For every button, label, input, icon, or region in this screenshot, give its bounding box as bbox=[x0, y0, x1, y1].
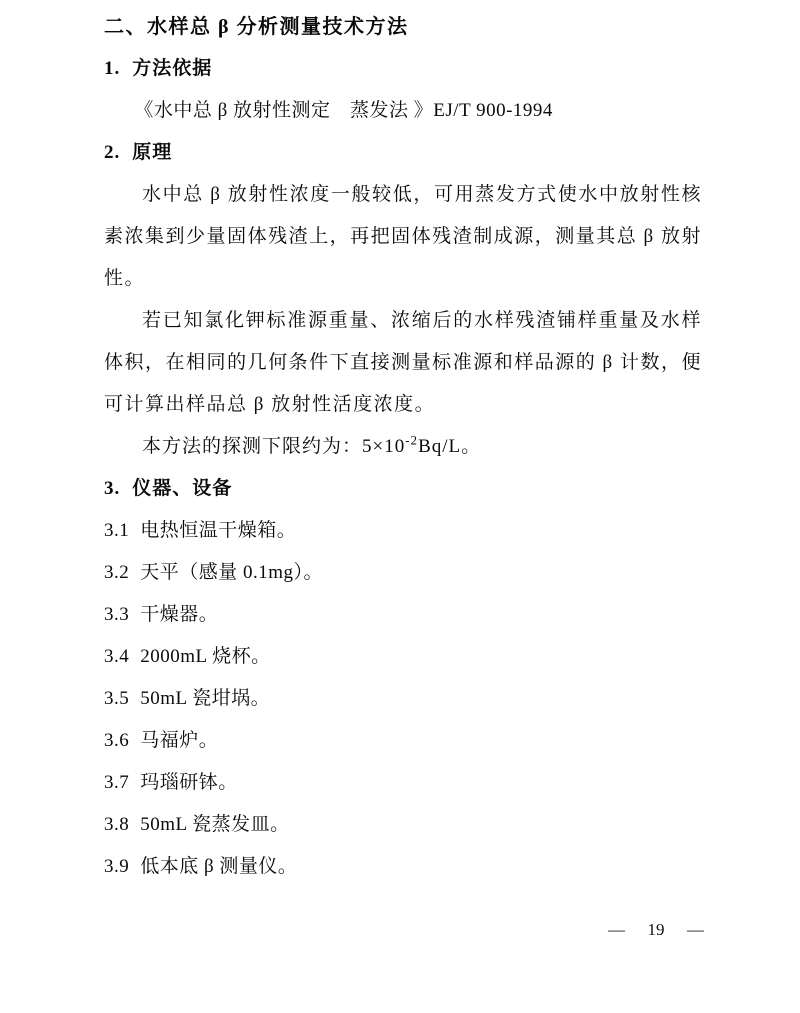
section-2-label: 原理 bbox=[132, 142, 173, 163]
detection-limit-suffix: Bq/L。 bbox=[418, 436, 482, 457]
equipment-item-text: 干燥器。 bbox=[140, 604, 219, 625]
section-1-heading bbox=[104, 48, 702, 90]
section-2-number: 2. bbox=[104, 142, 121, 163]
equipment-item bbox=[104, 804, 702, 846]
detection-limit-paragraph bbox=[104, 426, 702, 468]
equipment-item-number: 3.5 bbox=[104, 688, 130, 709]
section-3-heading bbox=[104, 468, 702, 510]
equipment-item-number: 3.2 bbox=[104, 562, 130, 583]
equipment-item bbox=[104, 636, 702, 678]
equipment-item-text: 玛瑙研钵。 bbox=[140, 772, 238, 793]
detection-limit-prefix: 本方法的探测下限约为：5×10 bbox=[142, 436, 406, 457]
principle-paragraph-2: 若已知氯化钾标准源重量、浓缩后的水样残渣铺样重量及水样体积，在相同的几何条件下直接测量标准源和样品源的 β 计数，便可计算出样品总 β 放射性活度浓度。 bbox=[104, 310, 702, 415]
section-2-heading bbox=[104, 132, 702, 174]
equipment-item-number: 3.9 bbox=[104, 856, 130, 877]
section-1-number: 1. bbox=[104, 58, 121, 79]
detection-limit-exponent: -2 bbox=[405, 432, 419, 448]
page-number: 19 bbox=[647, 920, 665, 939]
equipment-item bbox=[104, 510, 702, 552]
equipment-item-number: 3.6 bbox=[104, 730, 130, 751]
equipment-item bbox=[104, 594, 702, 636]
equipment-item bbox=[104, 678, 702, 720]
section-3-label: 仪器、设备 bbox=[132, 478, 233, 499]
equipment-item-text: 马福炉。 bbox=[140, 730, 219, 751]
equipment-item-text: 电热恒温干燥箱。 bbox=[140, 520, 297, 541]
equipment-item bbox=[104, 846, 702, 888]
footer-left-dash: — bbox=[608, 920, 625, 939]
equipment-item-text: 2000mL 烧杯。 bbox=[140, 646, 271, 667]
equipment-item bbox=[104, 762, 702, 804]
equipment-item-text: 50mL 瓷蒸发皿。 bbox=[140, 814, 290, 835]
equipment-item-text: 天平（感量 0.1mg）。 bbox=[140, 562, 324, 583]
page-title: 二、水样总 β 分析测量技术方法 bbox=[104, 16, 409, 38]
equipment-item-number: 3.1 bbox=[104, 520, 130, 541]
equipment-item bbox=[104, 552, 702, 594]
page-footer bbox=[608, 918, 704, 942]
principle-paragraph-1: 水中总 β 放射性浓度一般较低，可用蒸发方式使水中放射性核素浓集到少量固体残渣上，再把固体残渣制成源，测量其总 β 放射性。 bbox=[104, 184, 702, 289]
equipment-item bbox=[104, 720, 702, 762]
equipment-item-number: 3.7 bbox=[104, 772, 130, 793]
document-content bbox=[104, 6, 702, 888]
section-1-label: 方法依据 bbox=[132, 58, 213, 79]
section-3-number: 3. bbox=[104, 478, 121, 499]
equipment-item-text: 50mL 瓷坩埚。 bbox=[140, 688, 271, 709]
equipment-item-number: 3.4 bbox=[104, 646, 130, 667]
equipment-item-text: 低本底 β 测量仪。 bbox=[140, 856, 298, 877]
method-reference: 《水中总 β 放射性测定 蒸发法 》EJ/T 900-1994 bbox=[134, 100, 553, 121]
footer-right-dash: — bbox=[687, 920, 704, 939]
equipment-item-number: 3.8 bbox=[104, 814, 130, 835]
equipment-item-number: 3.3 bbox=[104, 604, 130, 625]
